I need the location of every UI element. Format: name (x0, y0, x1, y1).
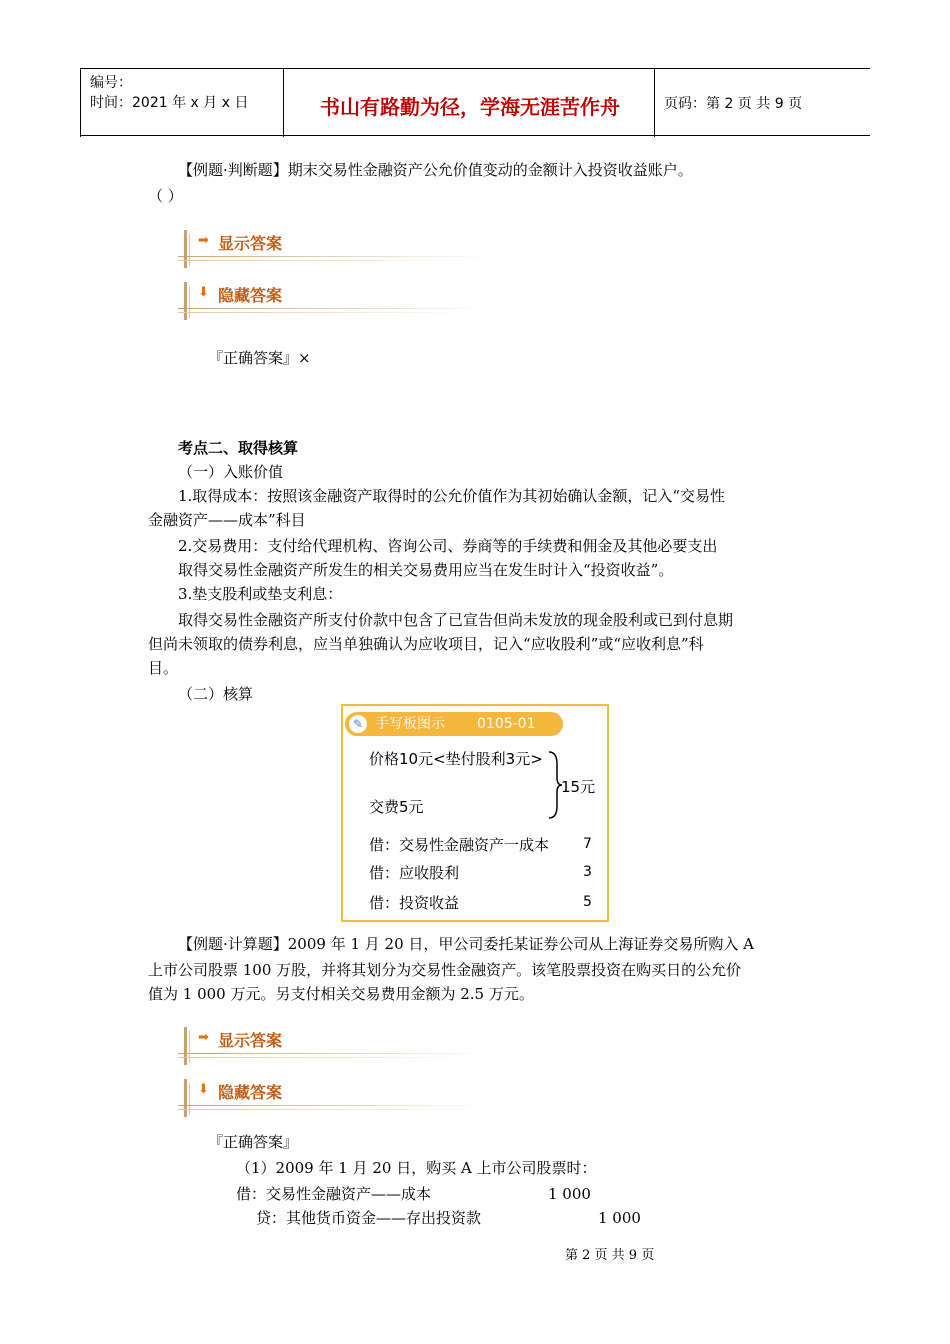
section2-title: 考点二、取得核算 (178, 439, 299, 457)
answer2-credit-amount: 1 000 (598, 1209, 641, 1227)
bar-underline-light (178, 1109, 468, 1110)
section2-p1b: 金融资产——成本”科目 (148, 511, 306, 529)
example2-line2: 上市公司股票 100 万股，并将其划分为交易性金融资产。该笔股票投资在购买日的公允价 (148, 961, 742, 979)
header-page-info: 页码：第 2 页 共 9 页 (664, 96, 803, 112)
bar-accent-light (189, 1031, 190, 1063)
bar-accent (184, 230, 187, 268)
bar-underline-light (178, 1057, 468, 1058)
section2-p5a: 取得交易性金融资产所支付价款中包含了已宣告但尚未发放的现金股利或已到付息期 (178, 611, 734, 629)
example1-question: 【例题·判断题】期末交易性金融资产公允价值变动的金额计入投资收益账户。 (178, 161, 693, 179)
hide-answer-label: 隐藏答案 (218, 1083, 283, 1102)
section2-p1a: 1.取得成本：按照该金融资产取得时的公允价值作为其初始确认金额，记入“交易性 (178, 487, 725, 505)
board-title: 手写板图示 (375, 716, 445, 732)
header-meta (90, 73, 248, 113)
handwriting-board (341, 704, 609, 922)
answer2-step1: （1）2009 年 1 月 20 日，购买 A 上市公司股票时： (236, 1159, 597, 1177)
entry-2-amount: 3 (583, 864, 592, 880)
show-answer-button[interactable] (178, 230, 488, 270)
section2-p2: 2.交易费用：支付给代理机构、咨询公司、券商等的手续费和佣金及其他必要支出 (178, 537, 718, 555)
example2-line1: 【例题·计算题】2009 年 1 月 20 日，甲公司委托某证券公司从上海证券交易所购入 A (178, 935, 755, 953)
arrow-down-icon: ⬇ (198, 285, 209, 300)
hide-answer-button[interactable] (178, 282, 488, 322)
entry-1-label: 借：交易性金融资产一成本 (369, 836, 550, 854)
bar-underline (178, 256, 488, 257)
answer1: 『正确答案』× (208, 349, 311, 367)
bar-underline-light (178, 260, 468, 261)
board-title-bar (345, 712, 563, 736)
show-answer-button-2[interactable] (178, 1027, 488, 1067)
section2-p3: 取得交易性金融资产所发生的相关交易费用应当在发生时计入“投资收益”。 (178, 561, 674, 579)
hide-answer-button-2[interactable] (178, 1079, 488, 1119)
header-number: 编号： (90, 75, 132, 91)
bar-underline (178, 308, 488, 309)
arrow-down-icon: ⬇ (198, 1082, 209, 1097)
answer2-title: 『正确答案』 (208, 1133, 299, 1151)
arrow-right-icon: ➡ (198, 1030, 209, 1045)
bar-accent-light (189, 286, 190, 318)
bar-underline (178, 1105, 488, 1106)
page-footer: 第 2 页 共 9 页 (565, 1248, 655, 1263)
section2-p5b: 但尚未领取的债券利息，应当单独确认为应收项目，记入“应收股利”或“应收利息”科 (148, 635, 704, 653)
show-answer-label: 显示答案 (218, 234, 283, 253)
board-code: 0105-01 (477, 716, 536, 732)
bar-underline (178, 1053, 488, 1054)
section2-sub1: （一）入账价值 (178, 463, 284, 481)
entry-3-amount: 5 (583, 894, 592, 910)
entry-3-label: 借：投资收益 (369, 894, 460, 912)
example1-blank: （ ） (148, 187, 183, 205)
bar-accent-light (189, 1083, 190, 1115)
bar-accent-light (189, 234, 190, 266)
answer2-debit-label: 借：交易性金融资产——成本 (236, 1185, 432, 1203)
page-header (80, 68, 870, 136)
total-line: 15元 (561, 778, 596, 796)
hide-answer-label: 隐藏答案 (218, 286, 283, 305)
header-motto: 书山有路勤为径，学海无涯苦作舟 (320, 95, 620, 119)
bar-accent (184, 1027, 187, 1065)
answer2-credit-label: 贷：其他货币资金——存出投资款 (256, 1209, 482, 1227)
entry-1-amount: 7 (583, 836, 592, 852)
header-date: 时间：2021 年 x 月 x 日 (90, 95, 249, 111)
pen-icon: ✎ (349, 715, 367, 733)
arrow-right-icon: ➡ (198, 233, 209, 248)
price-line: 价格10元<垫付股利3元> (369, 750, 543, 768)
bar-underline-light (178, 312, 468, 313)
bar-accent (184, 282, 187, 320)
section2-p5c: 目。 (148, 659, 179, 677)
answer2-debit-amount: 1 000 (548, 1185, 591, 1203)
bar-accent (184, 1079, 187, 1117)
entry-2-label: 借：应收股利 (369, 864, 460, 882)
fee-line: 交费5元 (369, 798, 424, 816)
show-answer-label: 显示答案 (218, 1031, 283, 1050)
header-border-left (80, 69, 81, 137)
example2-line3: 值为 1 000 万元。另支付相关交易费用金额为 2.5 万元。 (148, 985, 534, 1003)
section2-p4: 3.垫支股利或垫支利息： (178, 585, 343, 603)
section2-sub2: （二）核算 (178, 685, 254, 703)
